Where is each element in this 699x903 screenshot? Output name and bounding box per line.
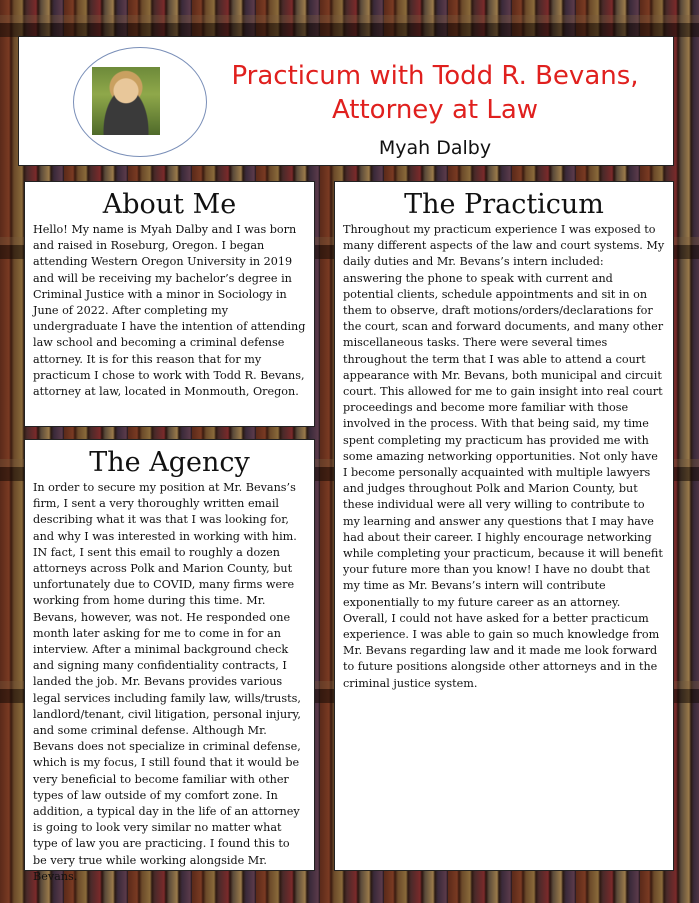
about-text: Hello! My name is Myah Dalby and I was born and raised in Roseburg, Oregon. I began attending Western Oregon University in 2019 and will be receiving my bachelor’s degree in Criminal Justice with a minor in Sociology in June of 2022. After completing my undergraduate I have the intention of attending law school and becoming a criminal defense attorney. It is for this reason that for my practicum I chose to work with Todd R. Bevans, attorney at law, located in Monmouth, Oregon. — [33, 223, 306, 399]
header-panel — [18, 36, 674, 166]
practicum-text: Throughout my practicum experience I was exposed to many different aspects of the law and court systems. My daily duties and Mr. Bevans’s intern included: answering the phone to speak with current and potential clients, schedule appointments and sit in on them to observe, draft motions/orders/declarations for the court, scan and forward documents, and many other miscellaneous tasks. There were several times throughout the term that I was able to attend a court appearance with Mr. Bevans, both municipal and circuit court. This allowed for me to gain insight into real court proceedings and become more familiar with those involved in the process. With that being said, my time spent completing my practicum has provided me with some amazing networking opportunities. Not only have I become personally acquainted with multiple lawyers and judges throughout Polk and Marion County, but these individual were all very willing to contribute to my learning and answer any questions that I may have had about their career. I highly encourage networking while completing your practicum, because it will benefit your future more than you know! I have no doubt that my time as Mr. Bevans’s intern will contribute exponentially to my future career as an attorney. Overall, I could not have asked for a better practicum experience. I was able to gain so much knowledge from Mr. Bevans regarding law and it made me look forward to future positions alongside other attorneys and in the criminal justice system. — [343, 223, 665, 690]
about-heading: About Me — [102, 189, 237, 220]
agency-section — [24, 439, 315, 883]
page-title — [215, 59, 655, 127]
practicum-heading: The Practicum — [404, 189, 604, 220]
title-line-1: Practicum with Todd R. Bevans, — [231, 61, 639, 91]
author-photo — [92, 67, 160, 135]
author-name: Myah Dalby — [378, 137, 492, 159]
about-section — [24, 181, 315, 427]
agency-text: In order to secure my position at Mr. Bevans’s firm, I sent a very thoroughly written email describing what it was that I was looking for, and why I was interested in working with him. IN fact, I sent this email to roughly a dozen attorneys across Polk and Marion County, but unfortunately due to COVID, many firms were working from home during this time. Mr. Bevans, however, was not. He responded one month later asking for me to come in for an interview. After a minimal background check and signing many confidentiality contracts, I landed the job. Mr. Bevans provides various legal services including family law, wills/trusts, landlord/tenant, civil litigation, personal injury, and some criminal defense. Although Mr. Bevans does not specialize in criminal defense, which is my focus, I still found that it would be very beneficial to become familiar with other types of law outside of my comfort zone. In addition, a typical day in the life of an attorney is going to look very similar no matter what type of law you are practicing. I found this to be very true while working alongside Mr. Bevans. — [33, 481, 301, 883]
agency-heading: The Agency — [89, 447, 250, 478]
title-line-2: Attorney at Law — [331, 95, 539, 125]
practicum-section — [334, 181, 674, 871]
